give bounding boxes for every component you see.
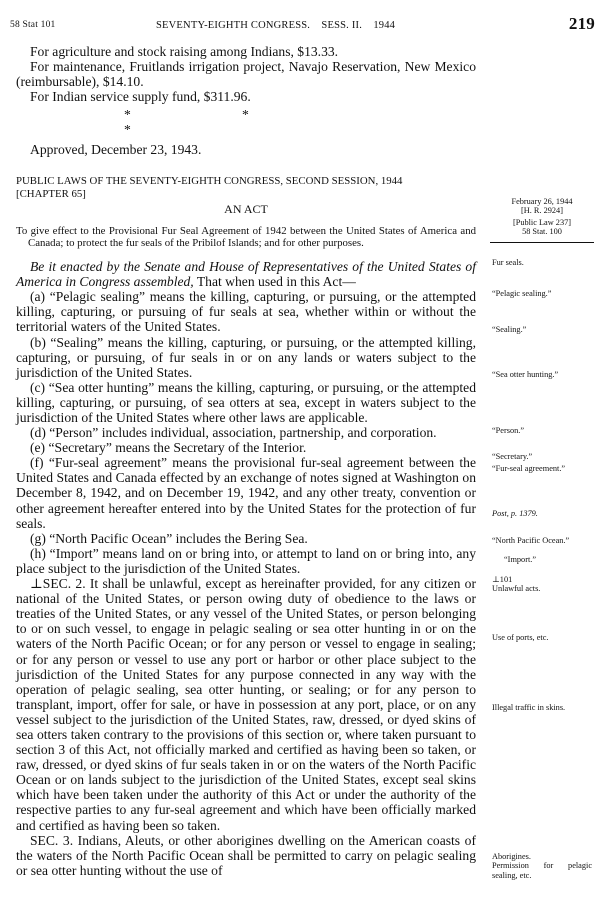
sidenote-permission: Permission for pelagic sealing, etc. xyxy=(492,861,592,880)
sidenote-sealing: “Sealing.” xyxy=(492,325,527,334)
appropriation-line: For agriculture and stock raising among Indians, $13.33. xyxy=(30,44,339,59)
definition-e: (e) “Secretary” means the Secretary of the Interior. xyxy=(30,440,307,456)
approval-date: Approved, December 23, 1943. xyxy=(30,141,202,157)
act-heading: AN ACT xyxy=(224,201,268,216)
sidenote-person: “Person.” xyxy=(492,426,525,435)
sidenote-unlawful: Unlawful acts. xyxy=(492,584,541,593)
definition-h: (h) “Import” means land on or bring into, or attempt to land on or bring into, any place subject to the jurisdiction of the United States. xyxy=(16,545,476,576)
sidenote-bill: [H. R. 2924] xyxy=(521,206,563,215)
running-header xyxy=(10,14,595,36)
running-title: SEVENTY-EIGHTH CONGRESS. SESS. II. 1944 xyxy=(156,20,396,31)
sidenote-divider xyxy=(490,242,594,243)
sidenote-fur-seal-agreement: “Fur-seal agreement.” xyxy=(492,464,566,473)
act-purpose: To give effect to the Provisional Fur Seal Agreement of 1942 between the United States of America and Canada; to protect the fur seals of the Pribilof Islands; and for other purposes. xyxy=(16,224,476,249)
sidenote-pelagic: “Pelagic sealing.” xyxy=(492,289,552,298)
sidenote-illegal-traffic: Illegal traffic in skins. xyxy=(492,703,566,712)
sidenote-secretary: “Secretary.” xyxy=(492,452,533,461)
section-2: ⊥SEC. 2. It shall be unlawful, except as hereinafter provided, for any citizen or national of the United States, or person owing duty of obedience to the laws or treaties of the United States, or any vessel of the United States, or person belonging to or on such vessel, to engage in pelagic sealing or sea otter hunting in or on the waters of the North Pacific Ocean; or for any person or vessel to engage in sealing; or for any person or vessel to use any port or harbor or other place subject to the jurisdiction of the United States for any purpose connected in any way with the operation of pelagic sealing, sea otter hunting, or sealing; or for any person to transplant, import, offer for sale, or have in possession at any port, place, or on any vessel subject to the jurisdiction of the United States, raw, dressed, or dyed skins of sea otters taken contrary to the provisions of this section or, where taken pursuant to section 3 of this Act, not officially marked and certified as having been so taken, or raw, dressed, or dyed skins of fur seals taken in or on the waters of the North Pacific Ocean or on lands subject to the jurisdiction of the United States, except seal skins which have been taken under the authority of this Act or under the authority of the respective parties to any fur-seal agreement and which have been officially marked and certified as having been so taken. xyxy=(16,576,476,833)
section-heading: PUBLIC LAWS OF THE SEVENTY-EIGHTH CONGRESS, SECOND SESSION, 1944 xyxy=(16,174,403,187)
definition-c: (c) “Sea otter hunting” means the killing, capturing, or pursuing, or the attempted killing, capturing, or pursuing, of sea otters at sea, except in waters subject to the jurisdiction of the United States where other laws are applicable. xyxy=(16,379,476,425)
definition-g: (g) “North Pacific Ocean” includes the Bering Sea. xyxy=(30,530,308,546)
sidenote-date: February 26, 1944 xyxy=(511,197,573,206)
sidenote-post: Post, p. 1379. xyxy=(492,509,538,518)
definition-d: (d) “Person” includes individual, association, partnership, and corporation. xyxy=(30,425,437,441)
appropriation-line: For Indian service supply fund, $311.96. xyxy=(30,89,251,105)
appropriation-line: For maintenance, Fruitlands irrigation project, Navajo Reservation, New Mexico (reimbursable), $14.10. xyxy=(16,59,476,90)
enacting-rest: That when used in this Act— xyxy=(193,274,356,290)
sidenote-import: “Import.” xyxy=(504,555,537,564)
sidenote-public-law: [Public Law 237] xyxy=(512,218,572,227)
sidenote-page-marker: ⊥101 xyxy=(492,575,513,584)
enacting-clause xyxy=(16,259,476,289)
section-3: SEC. 3. Indians, Aleuts, or other aborigines dwelling on the American coasts of the waters of the North Pacific Ocean shall be permitted to carry on pelagic sealing or sea otter hunting without the use of xyxy=(16,832,476,878)
definition-b: (b) “Sealing” means the killing, capturing, or pursuing, or the attempted killing, capturing, or pursuing, of fur seals in or on any lands or waters subject to the jurisdiction of the United States. xyxy=(16,334,476,380)
definition-a: (a) “Pelagic sealing” means the killing, capturing, or pursuing, or the attempted killing, capturing, or pursuing of fur seals at sea, whether within or without the territorial waters of the United States. xyxy=(16,289,476,335)
page-number: 219 xyxy=(568,14,595,33)
sidenote-ports: Use of ports, etc. xyxy=(492,633,549,642)
sidenote-sea-otter: “Sea otter hunting.” xyxy=(492,370,559,379)
main-text xyxy=(16,44,476,878)
chapter-label: [CHAPTER 65] xyxy=(16,187,86,200)
sidenote-stat: 58 Stat. 100 xyxy=(522,227,562,236)
enacting-italic: Be it enacted by the Senate and House of Representatives of the United States of America in Congress assembled, xyxy=(16,259,476,290)
statute-citation: 58 Stat 101 xyxy=(10,20,56,30)
asterisk-separator: * ** xyxy=(124,107,249,138)
sidenote-fur-seals: Fur seals. xyxy=(492,258,524,267)
sidenote-north-pacific: “North Pacific Ocean.” xyxy=(492,536,570,545)
sidenote-aborigines: Aborigines. xyxy=(492,852,531,861)
definition-f: (f) “Fur-seal agreement” means the provisional fur-seal agreement between the United States and Canada effected by an exchange of notes signed at Washington on December 8, 1942, and on December 19, 1942, and any other treaty, convention or other agreement hereafter entered into by the United States for the protection of fur seals. xyxy=(16,455,476,531)
